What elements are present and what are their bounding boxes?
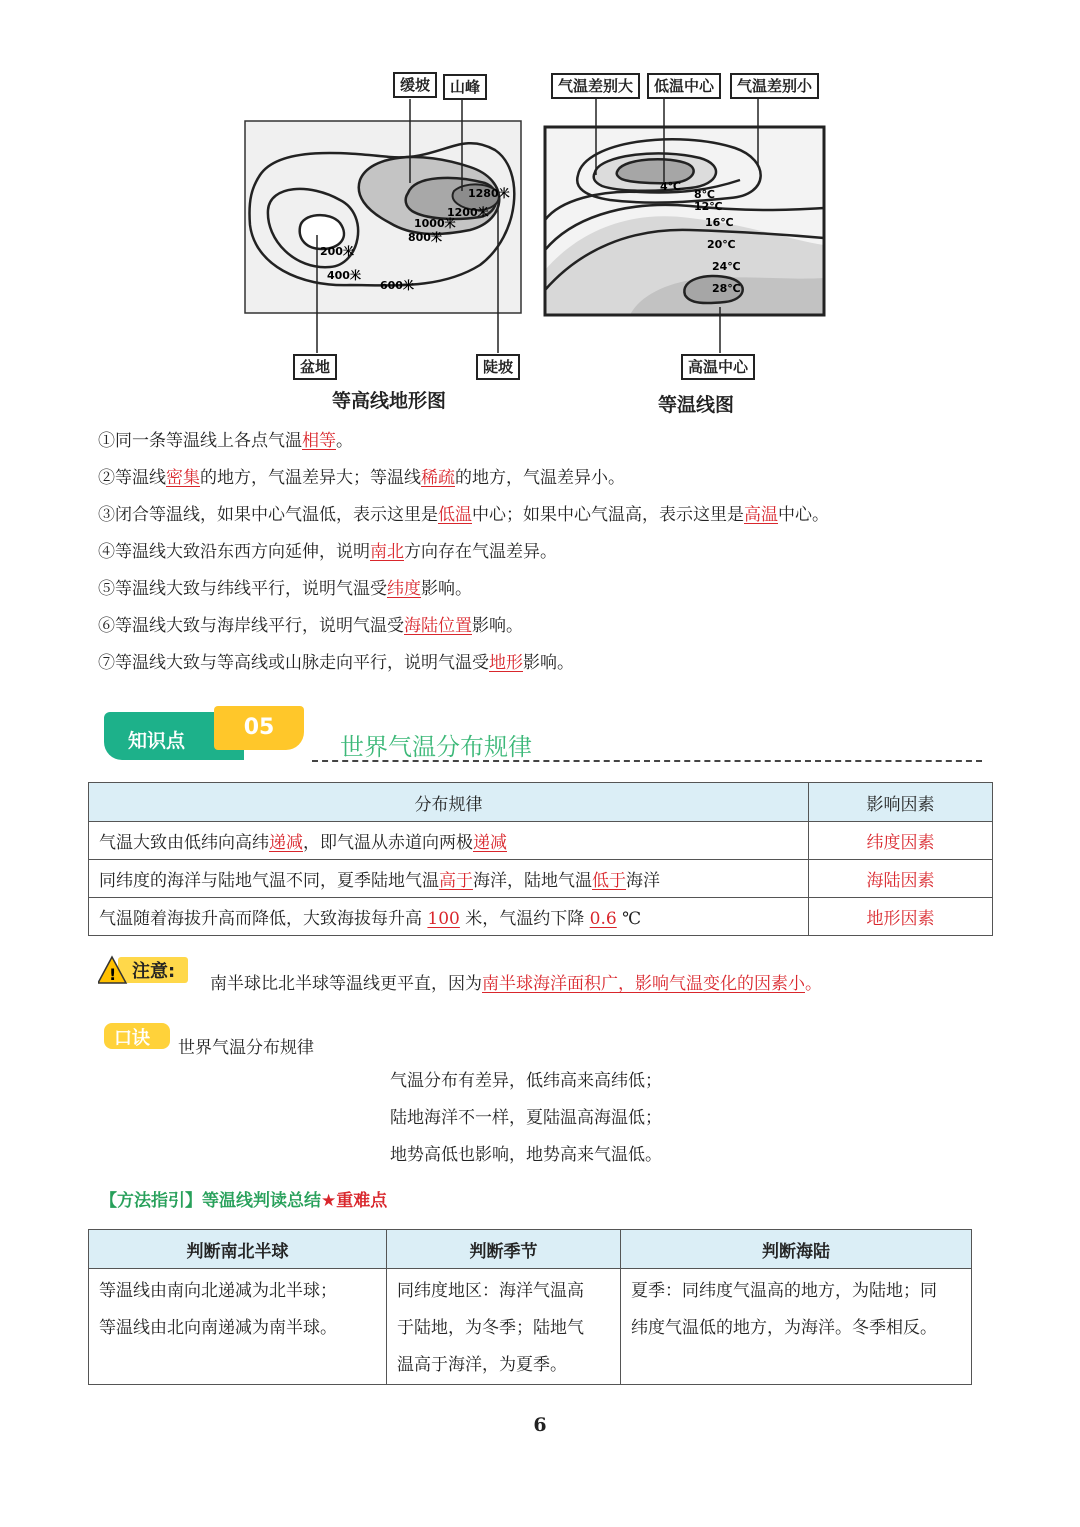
page-number: 6 [533,1414,547,1436]
table-row [89,860,993,898]
isotherm-value: 8℃ [694,188,715,201]
table-header: 判断南北半球 [89,1230,387,1269]
point-7: ⑦等温线大致与等高线或山脉走向平行，说明气温受地形影响。 [98,653,574,673]
isotherm-caption: 等温线图 [658,394,735,416]
label-small-diff: 气温差别小 [730,73,819,99]
contour-value: 1000米 [414,217,456,230]
point-1: ①同一条等温线上各点气温相等。 [98,431,353,451]
table-header: 分布规律 [89,783,809,822]
label-high-center: 高温中心 [681,354,755,380]
note-label: 注意: [132,961,176,982]
contour-value: 1200米 [447,206,489,219]
koujue-title: 世界气温分布规律 [178,1038,314,1058]
section-badge-label: 知识点 [128,730,186,752]
label-steep-slope: 陡坡 [476,354,520,380]
table-row [89,822,993,860]
contour-pointers [240,95,525,355]
table-header: 判断季节 [387,1230,621,1269]
label-low-center: 低温中心 [647,73,721,99]
section-divider [312,760,982,762]
table-header: 影响因素 [809,783,993,822]
isotherm-value: 28℃ [712,282,741,295]
isotherm-value: 12℃ [694,200,723,213]
judgement-table [88,1229,972,1385]
table-header: 判断海陆 [621,1230,972,1269]
point-3: ③闭合等温线，如果中心气温低，表示这里是低温中心；如果中心气温高，表示这里是高温中心。 [98,505,829,525]
section-title: 世界气温分布规律 [340,733,532,761]
table-header-row [89,1230,972,1269]
table-cell: 同纬度地区：海洋气温高 于陆地，为冬季；陆地气 温高于海洋，为夏季。 [387,1269,621,1385]
section-number: 05 [214,706,304,750]
contour-value: 200米 [320,245,354,258]
label-peak: 山峰 [443,74,487,100]
koujue-badge [102,1019,172,1051]
label-basin: 盆地 [293,354,337,380]
distribution-table [88,782,993,936]
table-cell: 同纬度的海洋与陆地气温不同，夏季陆地气温高于海洋，陆地气温低于海洋 [89,860,809,898]
isotherm-value: 24℃ [712,260,741,273]
label-gentle-slope: 缓坡 [393,72,437,98]
koujue-line: 地势高低也影响，地势高来气温低。 [390,1145,662,1165]
table-cell: 气温随着海拔升高而降低，大致海拔每升高 100 米，气温约下降 0.6 ℃ [89,898,809,936]
point-2: ②等温线密集的地方，气温差异大；等温线稀疏的地方，气温差异小。 [98,468,625,488]
contour-value: 600米 [380,279,414,292]
method-heading: 【方法指引】等温线判读总结★重难点 [100,1191,388,1211]
label-large-diff: 气温差别大 [551,73,640,99]
point-6: ⑥等温线大致与海岸线平行，说明气温受海陆位置影响。 [98,616,523,636]
svg-text:!: ! [109,965,117,984]
isotherm-value: 4℃ [660,180,681,193]
isotherm-pointers [540,95,830,355]
point-5: ⑤等温线大致与纬线平行，说明气温受纬度影响。 [98,579,472,599]
table-cell-factor: 海陆因素 [809,860,993,898]
koujue-label: 口诀 [114,1028,150,1049]
note-text: 南半球比北半球等温线更平直，因为南半球海洋面积广，影响气温变化的因素小。 [210,974,822,994]
table-cell: 气温大致由低纬向高纬递减，即气温从赤道向两极递减 [89,822,809,860]
koujue-line: 陆地海洋不一样，夏陆温高海温低； [390,1108,662,1128]
contour-caption: 等高线地形图 [332,390,447,412]
contour-value: 1280米 [468,187,510,200]
koujue-line: 气温分布有差异，低纬高来高纬低； [390,1071,662,1091]
table-row [89,1269,972,1385]
table-header-row [89,783,993,822]
table-cell: 等温线由南向北递减为北半球； 等温线由北向南递减为南半球。 [89,1269,387,1385]
table-cell-factor: 纬度因素 [809,822,993,860]
table-row [89,898,993,936]
contour-value: 400米 [327,269,361,282]
isotherm-value: 16℃ [705,216,734,229]
table-cell: 夏季：同纬度气温高的地方，为陆地；同 纬度气温低的地方，为海洋。冬季相反。 [621,1269,972,1385]
contour-value: 800米 [408,231,442,244]
isotherm-value: 20℃ [707,238,736,251]
table-cell-factor: 地形因素 [809,898,993,936]
point-4: ④等温线大致沿东西方向延伸，说明南北方向存在气温差异。 [98,542,557,562]
